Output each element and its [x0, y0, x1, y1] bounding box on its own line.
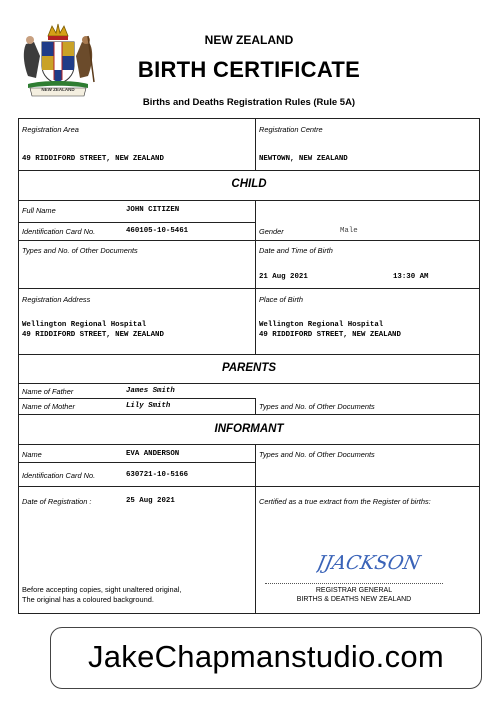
date-of-birth: 21 Aug 2021 — [259, 273, 308, 281]
child-full-name: JOHN CITIZEN — [126, 206, 180, 214]
section-heading-informant: INFORMANT — [214, 423, 284, 435]
place-of-birth-line1: Wellington Regional Hospital — [259, 321, 384, 329]
divider — [255, 200, 256, 354]
note-line1: Before accepting copies, sight unaltered original, — [22, 585, 182, 594]
date-of-birth-label: Date and Time of Birth — [259, 246, 333, 255]
informant-other-docs-label: Types and No. of Other Documents — [259, 450, 375, 459]
registration-date-label: Date of Registration : — [22, 497, 92, 506]
crest-motto: NEW ZEALAND — [41, 87, 75, 92]
registration-area-label: Registration Area — [22, 125, 79, 134]
informant-id-label: Identification Card No. — [22, 471, 96, 480]
registrar-office: BIRTHS & DEATHS NEW ZEALAND — [296, 596, 412, 603]
divider — [18, 462, 255, 463]
informant-name: EVA ANDERSON — [126, 450, 180, 458]
document-subtitle: Births and Deaths Registration Rules (Rule 5A) — [142, 97, 356, 108]
place-of-birth-line2: 49 RIDDIFORD STREET, NEW ZEALAND — [259, 331, 401, 339]
place-of-birth-label: Place of Birth — [259, 295, 303, 304]
section-heading-child: CHILD — [231, 178, 267, 190]
registration-address-line2: 49 RIDDIFORD STREET, NEW ZEALAND — [22, 331, 164, 339]
signature-line — [265, 583, 443, 584]
child-id-value: 460105-10-5461 — [126, 227, 189, 235]
registration-address-line1: Wellington Regional Hospital — [22, 321, 147, 329]
divider — [18, 240, 480, 241]
watermark-banner: JakeChapmanstudio.com — [50, 627, 482, 689]
mother-name: Lily Smith — [126, 402, 171, 410]
time-of-birth: 13:30 AM — [393, 273, 429, 281]
child-id-label: Identification Card No. — [22, 227, 96, 236]
section-heading-parents: PARENTS — [221, 362, 277, 374]
registration-address-label: Registration Address — [22, 295, 91, 304]
certified-text: Certified as a true extract from the Register of births: — [259, 497, 431, 506]
registrar-title: REGISTRAR GENERAL — [315, 587, 393, 594]
divider — [18, 354, 480, 355]
divider — [18, 288, 480, 289]
divider — [18, 200, 480, 201]
divider — [18, 398, 255, 399]
country-name: NEW ZEALAND — [204, 33, 294, 47]
father-label: Name of Father — [22, 387, 74, 396]
divider — [18, 170, 480, 171]
registration-centre-label: Registration Centre — [259, 125, 323, 134]
divider — [255, 444, 256, 614]
child-other-docs-label: Types and No. of Other Documents — [22, 246, 138, 255]
child-gender-label: Gender — [259, 227, 284, 236]
informant-id-value: 630721-10-5166 — [126, 471, 189, 479]
child-gender: Male — [340, 227, 358, 235]
divider — [255, 118, 256, 170]
svg-text:JJACKSON: JJACKSON — [316, 551, 423, 574]
registration-area-value: 49 RIDDIFORD STREET, NEW ZEALAND — [22, 155, 164, 163]
note-line2: The original has a coloured background. — [22, 595, 154, 604]
divider — [18, 222, 255, 223]
informant-name-label: Name — [22, 450, 42, 459]
divider — [18, 383, 480, 384]
registration-date: 25 Aug 2021 — [126, 497, 175, 505]
divider — [255, 398, 256, 414]
registrar-signature — [316, 550, 426, 574]
mother-label: Name of Mother — [22, 402, 75, 411]
divider — [18, 486, 480, 487]
parents-other-docs-label: Types and No. of Other Documents — [259, 402, 375, 411]
divider — [18, 414, 480, 415]
document-title: BIRTH CERTIFICATE — [137, 57, 361, 82]
child-full-name-label: Full Name — [22, 206, 56, 215]
divider — [18, 444, 480, 445]
registration-centre-value: NEWTOWN, NEW ZEALAND — [259, 155, 348, 163]
father-name: James Smith — [126, 387, 175, 395]
